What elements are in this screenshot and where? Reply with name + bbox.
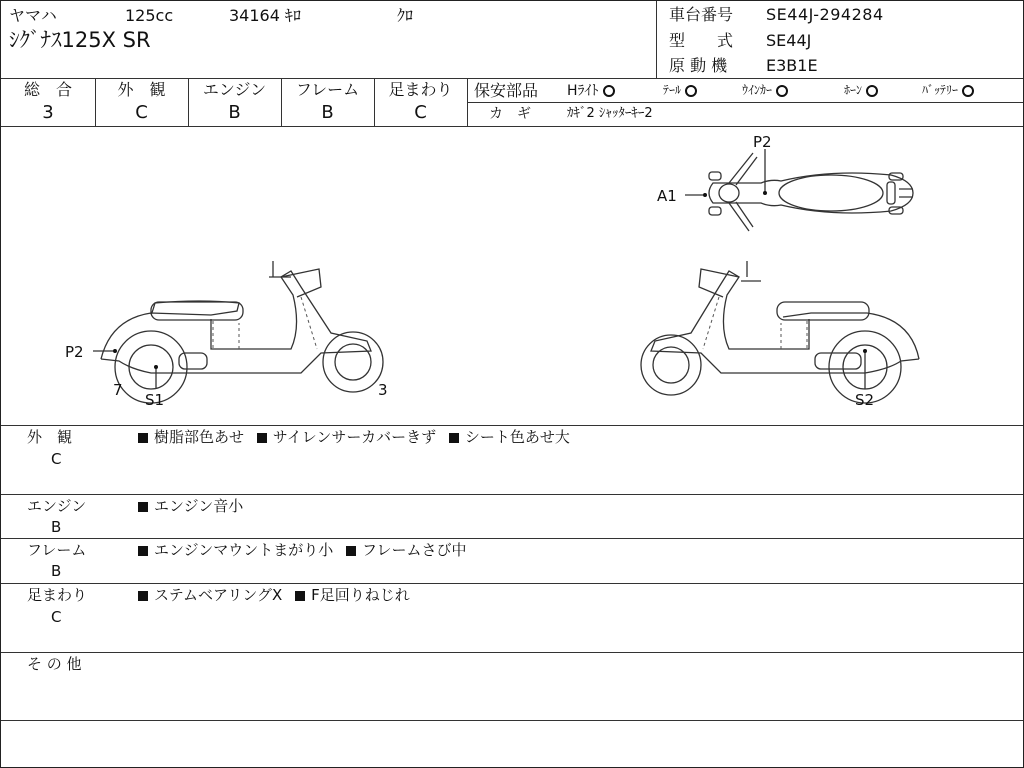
section-grade-frame: B xyxy=(51,562,62,580)
grade-label-overall: 総 合 xyxy=(23,80,72,99)
grade-label-frame: フレーム xyxy=(295,80,360,99)
scooter-diagram xyxy=(1,127,1023,425)
section-label-suspension: 足まわり xyxy=(27,586,88,604)
section-label-exterior: 外 観 xyxy=(27,428,73,446)
safety-item-battery: ﾊﾞｯﾃﾘｰ xyxy=(922,84,974,97)
section-label-engine: エンジン xyxy=(27,497,87,515)
engine-value: E3B1E xyxy=(766,56,818,75)
bullet-square-icon xyxy=(346,546,356,556)
grade-value-frame: B xyxy=(321,102,334,123)
section-items-engine: エンジン音小 xyxy=(138,499,243,514)
section-grade-suspension: C xyxy=(51,608,62,626)
maker: ヤマハ xyxy=(9,6,57,25)
bullet-square-icon xyxy=(449,433,459,443)
scooter-top-view xyxy=(685,149,913,231)
safety-item-winker: ｳｲﾝｶｰ xyxy=(742,84,788,97)
section-items-suspension: ステムベアリングX F足回りねじれ xyxy=(138,588,410,603)
safety-item-taillight: ﾃｰﾙ xyxy=(663,84,697,97)
safety-label: 保安部品 xyxy=(474,81,539,100)
bullet-square-icon xyxy=(138,546,148,556)
section-items-exterior: 樹脂部色あせ サイレンサーカバーきず シート色あせ大 xyxy=(138,430,570,445)
grade-value-engine: B xyxy=(228,102,241,123)
section-items-frame: エンジンマウントまがり小 フレームさび中 xyxy=(138,543,466,558)
bullet-square-icon xyxy=(138,502,148,512)
diagram-label-a1: A1 xyxy=(657,187,677,205)
safety-item-headlight: Hﾗｲﾄ xyxy=(567,84,615,98)
section-label-other: そ の 他 xyxy=(27,655,82,673)
ok-circle-icon xyxy=(962,85,974,97)
safety-item-horn: ﾎｰﾝ xyxy=(844,84,878,97)
bullet-square-icon xyxy=(257,433,267,443)
type-label: 型 式 xyxy=(669,31,734,50)
section-grade-exterior: C xyxy=(51,450,62,468)
grade-value-exterior: C xyxy=(135,102,148,123)
model-name: ｼｸﾞﾅｽ125X SR xyxy=(9,28,151,52)
color: ｸﾛ xyxy=(397,6,414,25)
ok-circle-icon xyxy=(603,85,615,97)
diagram-label-7: 7 xyxy=(113,381,123,399)
diagram-label-s2: S2 xyxy=(855,391,875,409)
bullet-square-icon xyxy=(138,591,148,601)
diagram-label-s1: S1 xyxy=(145,391,165,409)
ok-circle-icon xyxy=(776,85,788,97)
scooter-right-view xyxy=(641,261,919,403)
bullet-square-icon xyxy=(138,433,148,443)
diagram-label-p2-left: P2 xyxy=(65,343,84,361)
key-label: カ ギ xyxy=(489,106,531,122)
scooter-left-view xyxy=(93,261,383,403)
ok-circle-icon xyxy=(685,85,697,97)
section-label-frame: フレーム xyxy=(27,541,87,559)
engine-label: 原 動 機 xyxy=(669,56,728,75)
bullet-square-icon xyxy=(295,591,305,601)
frame-no-label: 車台番号 xyxy=(669,5,734,24)
frame-no: SE44J-294284 xyxy=(766,5,884,24)
grade-value-suspension: C xyxy=(414,102,427,123)
grade-label-exterior: 外 観 xyxy=(117,80,166,99)
grade-label-suspension: 足まわり xyxy=(388,80,453,99)
grade-value-overall: 3 xyxy=(42,102,54,123)
grade-label-engine: エンジン xyxy=(202,80,267,99)
key-value: ｶｷﾞ2 ｼｬｯﾀｰｷｰ2 xyxy=(567,106,653,121)
type-value: SE44J xyxy=(766,31,812,50)
ok-circle-icon xyxy=(866,85,878,97)
diagram-label-p2-top: P2 xyxy=(753,133,772,151)
diagram-label-3: 3 xyxy=(378,381,388,399)
displacement: 125cc xyxy=(125,6,174,25)
section-grade-engine: B xyxy=(51,518,62,536)
mileage: 34164 ｷﾛ xyxy=(229,6,301,25)
